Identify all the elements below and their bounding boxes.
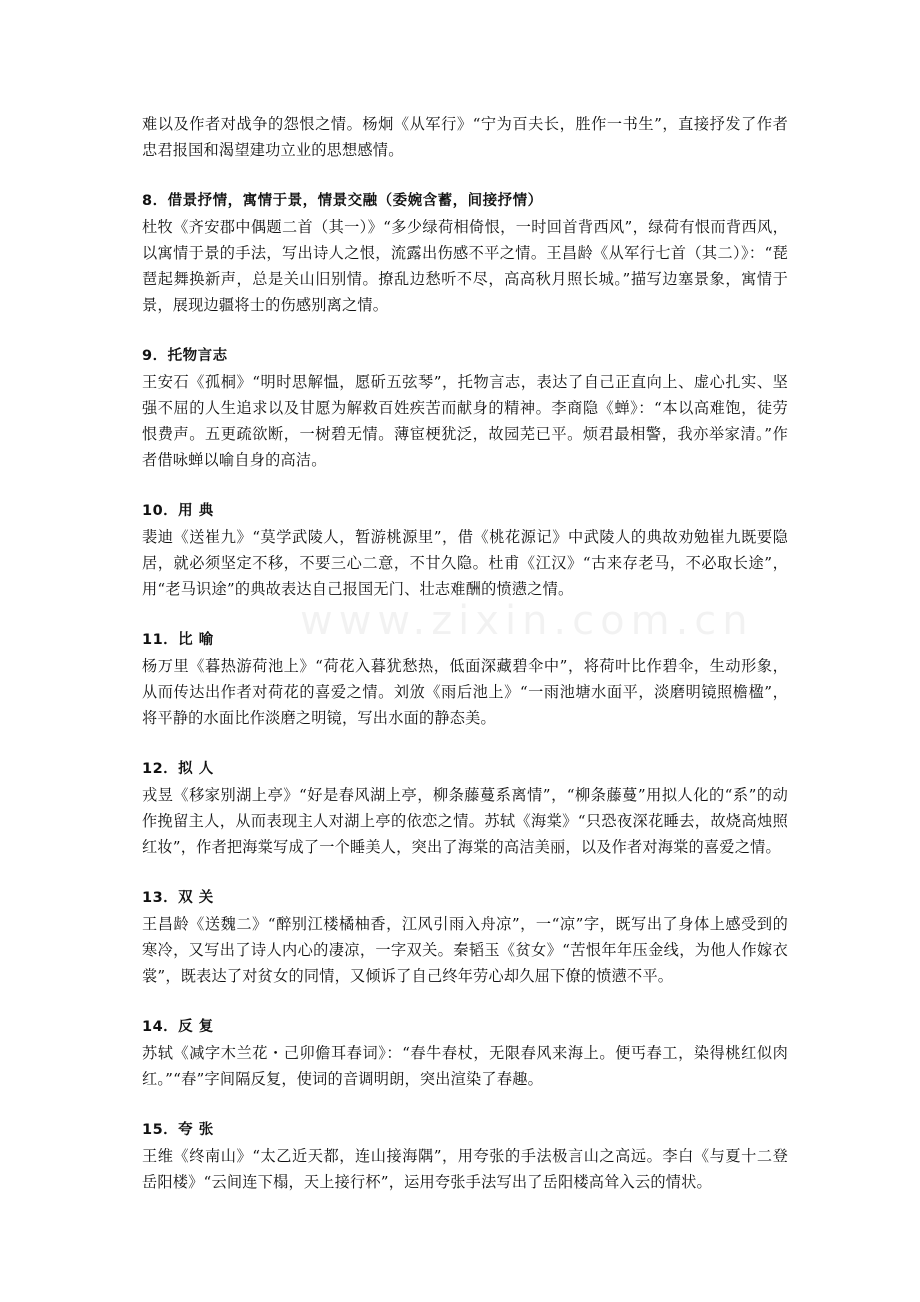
section-body: 王安石《孤桐》“明时思解愠，愿斫五弦琴”，托物言志，表达了自己正直向上、虚心扎实、坚强不屈的人生追求以及甘愿为解救百姓疾苦而献身的精神。李商隐《蝉》：“本以高难饱，徒劳恨费声。五更疏欲断，一树碧无情。薄宦梗犹泛，故园芜已平。烦君最相警，我亦举家清。”作者借咏蝉以喻自身的高洁。 [142, 373, 788, 469]
section-repetition [142, 1014, 788, 1092]
section-heading: 14．反 复 [142, 1019, 214, 1035]
section-borrow-scene [142, 188, 788, 318]
section-allusion [142, 498, 788, 602]
section-personification [142, 756, 788, 860]
section-heading: 9．托物言志 [142, 348, 228, 364]
document-page [142, 111, 788, 1195]
section-object-ambition [142, 343, 788, 473]
section-heading: 8．借景抒情，寓情于景，情景交融（委婉含蓄，间接抒情） [142, 193, 543, 209]
section-pun [142, 885, 788, 989]
section-metaphor [142, 627, 788, 731]
section-heading: 15．夸 张 [142, 1122, 214, 1138]
section-body: 戎昱《移家别湖上亭》“好是春风湖上亭，柳条藤蔓系离情”，“柳条藤蔓”用拟人化的“系”的动作挽留主人，从而表现主人对湖上亭的依恋之情。苏轼《海棠》“只恐夜深花睡去，故烧高烛照红妆”，作者把海棠写成了一个睡美人，突出了海棠的高洁美丽，以及作者对海棠的喜爱之情。 [142, 786, 788, 856]
section-heading: 11．比 喻 [142, 632, 214, 648]
intro-paragraph: 难以及作者对战争的怨恨之情。杨炯《从军行》“宁为百夫长，胜作一书生”，直接抒发了作者忠君报国和渴望建功立业的思想感情。 [142, 115, 788, 159]
watermark: www.zixin.com.cn [300, 598, 754, 644]
section-heading: 13．双 关 [142, 890, 214, 906]
section-exaggeration [142, 1117, 788, 1195]
section-body: 王昌龄《送魏二》“醉别江楼橘柚香，江风引雨入舟凉”，一“凉”字，既写出了身体上感受到的寒冷，又写出了诗人内心的凄凉，一字双关。秦韬玉《贫女》“苦恨年年压金线，为他人作嫁衣裳”，既表达了对贫女的同情，又倾诉了自己终年劳心却久屈下僚的愤懑不平。 [142, 915, 788, 985]
section-body: 杨万里《暮热游荷池上》“荷花入暮犹愁热，低面深藏碧伞中”，将荷叶比作碧伞，生动形象，从而传达出作者对荷花的喜爱之情。刘攽《雨后池上》“一雨池塘水面平，淡磨明镜照檐楹”，将平静的水面比作淡磨之明镜，写出水面的静态美。 [142, 657, 788, 727]
section-body: 杜牧《齐安郡中偶题二首（其一）》“多少绿荷相倚恨，一时回首背西风”，绿荷有恨而背西风，以寓情于景的手法，写出诗人之恨，流露出伤感不平之情。王昌龄《从军行七首（其二）》：“琵琶起舞换新声，总是关山旧别情。撩乱边愁听不尽，高高秋月照长城。”描写边塞景象，寓情于景，展现边疆将士的伤感别离之情。 [142, 218, 788, 314]
section-heading: 10．用 典 [142, 503, 214, 519]
section-heading: 12．拟 人 [142, 761, 214, 777]
section-body: 王维《终南山》“太乙近天都，连山接海隅”，用夸张的手法极言山之高远。李白《与夏十二登岳阳楼》“云间连下榻，天上接行杯”，运用夸张手法写出了岳阳楼高耸入云的情状。 [142, 1147, 788, 1191]
section-body: 苏轼《减字木兰花・己卯儋耳春词》：“春牛春杖，无限春风来海上。便丐春工，染得桃红似肉红。”“春”字间隔反复，使词的音调明朗，突出渲染了春趣。 [142, 1044, 788, 1088]
section-body: 裴迪《送崔九》“莫学武陵人，暂游桃源里”，借《桃花源记》中武陵人的典故劝勉崔九既要隐居，就必须坚定不移，不要三心二意，不甘久隐。杜甫《江汉》“古来存老马，不必取长途”，用“老马识途”的典故表达自己报国无门、壮志难酬的愤懑之情。 [142, 528, 788, 598]
